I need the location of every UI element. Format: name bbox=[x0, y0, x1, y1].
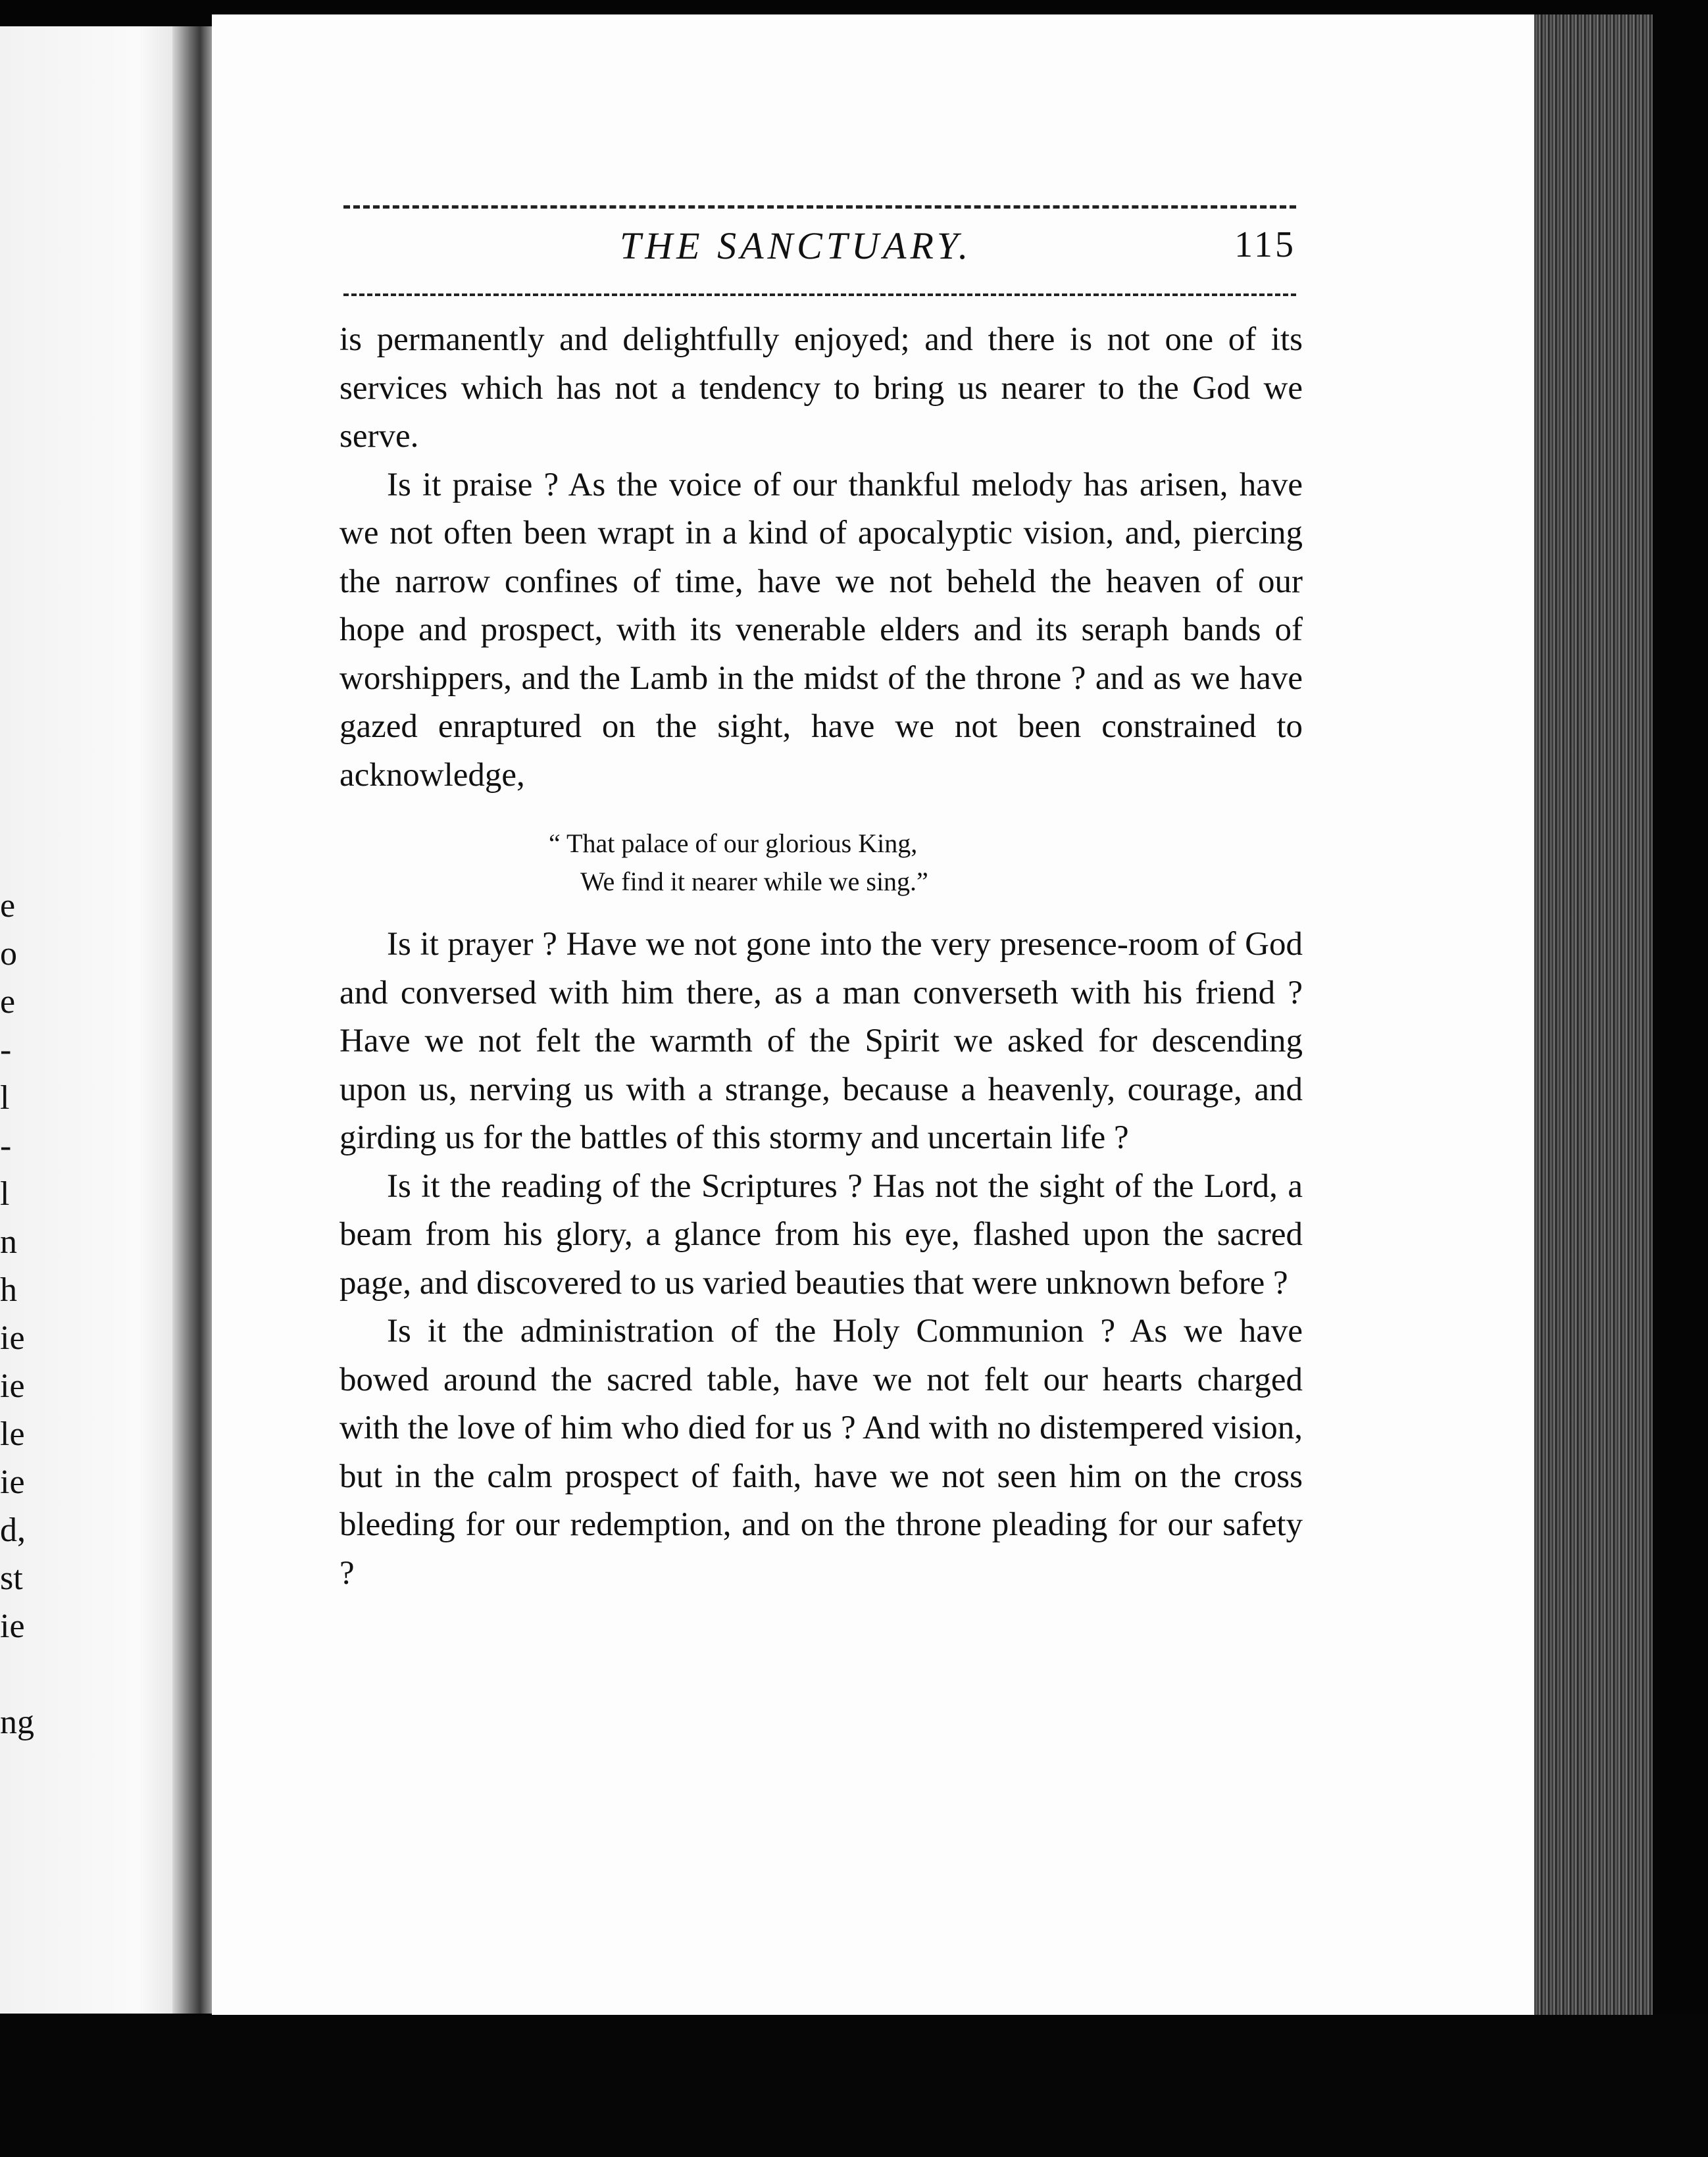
left-fragment-text: ie bbox=[0, 1463, 25, 1501]
left-fragment-text: ie bbox=[0, 1319, 25, 1357]
book-gutter bbox=[172, 26, 212, 2014]
left-fragment-text: ie bbox=[0, 1608, 25, 1645]
paragraph: Is it the reading of the Scriptures ? Has not the sight of the Lord, a beam from his glory, a glance from his eye, flashed upon the sacred page, and discovered to us varied beauties that were unknown before ? bbox=[339, 1167, 1303, 1302]
left-fragment-text: o bbox=[0, 935, 17, 973]
page-number: 115 bbox=[1234, 224, 1296, 265]
left-fragment-text: l bbox=[0, 1175, 10, 1213]
page-edge-stack bbox=[1534, 14, 1653, 2015]
body-text bbox=[339, 316, 1303, 1598]
verse-quotation bbox=[339, 825, 1303, 901]
left-fragment-text bbox=[0, 1650, 53, 1698]
left-fragment-text: ie bbox=[0, 1367, 25, 1405]
scan-background bbox=[0, 2015, 1708, 2157]
paragraph: Is it praise ? As the voice of our thankful melody has arisen, have we not often been wrapt in a kind of apocalyptic vision, and, piercing the narrow confines of time, have we not beheld the heaven of our hope and prospect, with its venerable elders and its seraph bands of worshippers, and the Lamb in the midst of the throne ? and as we have gazed enraptured on the sight, have we not been constrained to acknowledge, bbox=[339, 466, 1303, 794]
left-fragment-text: h bbox=[0, 1271, 17, 1309]
verse-line: “ That palace of our glorious King, bbox=[549, 828, 918, 858]
paragraph: is permanently and delightfully enjoyed; and there is not one of its services which has not a tendency to bring us nearer to the God we serve. bbox=[339, 321, 1303, 455]
left-fragment-text: e bbox=[0, 887, 16, 925]
header-bottom-rule bbox=[343, 293, 1296, 296]
verse-line: We find it nearer while we sing.” bbox=[580, 867, 928, 896]
running-head bbox=[343, 224, 1296, 276]
paragraph: Is it prayer ? Have we not gone into the very presence-room of God and conversed with him there, as a man converseth with his friend ? Have we not felt the warmth of the Spirit we asked for descending upon us, nerving us with a strange, because a heavenly, courage, and girding us for the battles of this stormy and uncertain life ? bbox=[339, 926, 1303, 1156]
left-fragment-text: st bbox=[0, 1560, 23, 1597]
left-fragment-text: - bbox=[0, 1031, 12, 1069]
left-fragment-text: le bbox=[0, 1415, 25, 1453]
left-page-text-fragments bbox=[0, 882, 53, 1746]
left-fragment-text: ng bbox=[0, 1704, 34, 1741]
left-fragment-text: d, bbox=[0, 1511, 26, 1549]
running-title: THE SANCTUARY. bbox=[620, 224, 972, 267]
left-fragment-text: n bbox=[0, 1223, 17, 1261]
left-fragment-text: - bbox=[0, 1127, 12, 1165]
left-fragment-text: l bbox=[0, 1079, 10, 1117]
header-top-rule bbox=[343, 205, 1296, 209]
paragraph: Is it the administration of the Holy Communion ? As we have bowed around the sacred table, have we not felt our hearts charged with the love of him who died for us ? And with no distempered vision, but in the calm prospect of faith, have we not seen him on the cross bleeding for our redemption, and on the throne pleading for our safety ? bbox=[339, 1313, 1303, 1592]
left-fragment-text: e bbox=[0, 983, 16, 1021]
